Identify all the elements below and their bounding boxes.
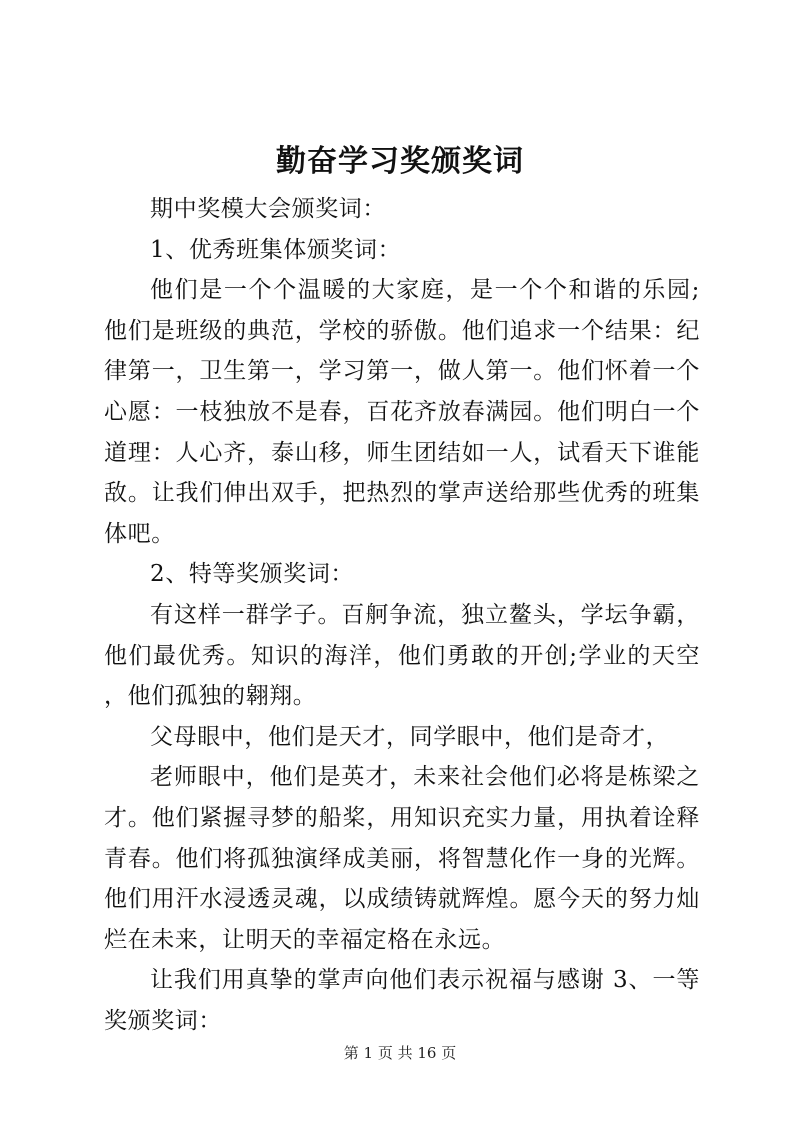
paragraph-parents: 父母眼中，他们是天才，同学眼中，他们是奇才， — [150, 723, 670, 750]
paragraph-special-award: 有这样一群学子。百舸争流，独立鳌头，学坛争霸，他们最优秀。知识的海洋，他们勇敢的开创;学业的天空，他们孤独的翱翔。 — [104, 601, 700, 710]
paragraph-intro: 期中奖模大会颁奖词： — [150, 196, 386, 222]
paragraph-teachers: 老师眼中，他们是英才，未来社会他们必将是栋梁之才。他们紧握寻梦的船桨，用知识充实力量，用执着诠释青春。他们将孤独演绎成美丽，将智慧化作一身的光辉。他们用汗水浸透灵魂，以成绩铸就辉煌。愿今天的努力灿烂在未来，让明天的幸福定格在永远。 — [104, 764, 700, 953]
paragraph-thanks: 让我们用真挚的掌声向他们表示祝福与感谢 3、一等奖颁奖词： — [104, 967, 700, 1034]
document-body — [104, 189, 700, 1041]
document-title: 勤奋学习奖颁奖词 — [276, 144, 524, 179]
paragraph-heading-class: 1、优秀班集体颁奖词： — [150, 236, 402, 263]
page-footer: 第 1 页 共 16 页 — [343, 1044, 457, 1062]
paragraph-class-award: 他们是一个个温暖的大家庭，是一个个和谐的乐园;他们是班级的典范，学校的骄傲。他们追求一个结果：纪律第一，卫生第一，学习第一，做人第一。他们怀着一个心愿：一枝独放不是春，百花齐放春满园。他们明白一个道理：人心齐，泰山移，师生团结如一人，试看天下谁能敌。让我们伸出双手，把热烈的掌声送给那些优秀的班集体吧。 — [104, 277, 700, 547]
paragraph-heading-special: 2、特等奖颁奖词： — [150, 561, 355, 588]
